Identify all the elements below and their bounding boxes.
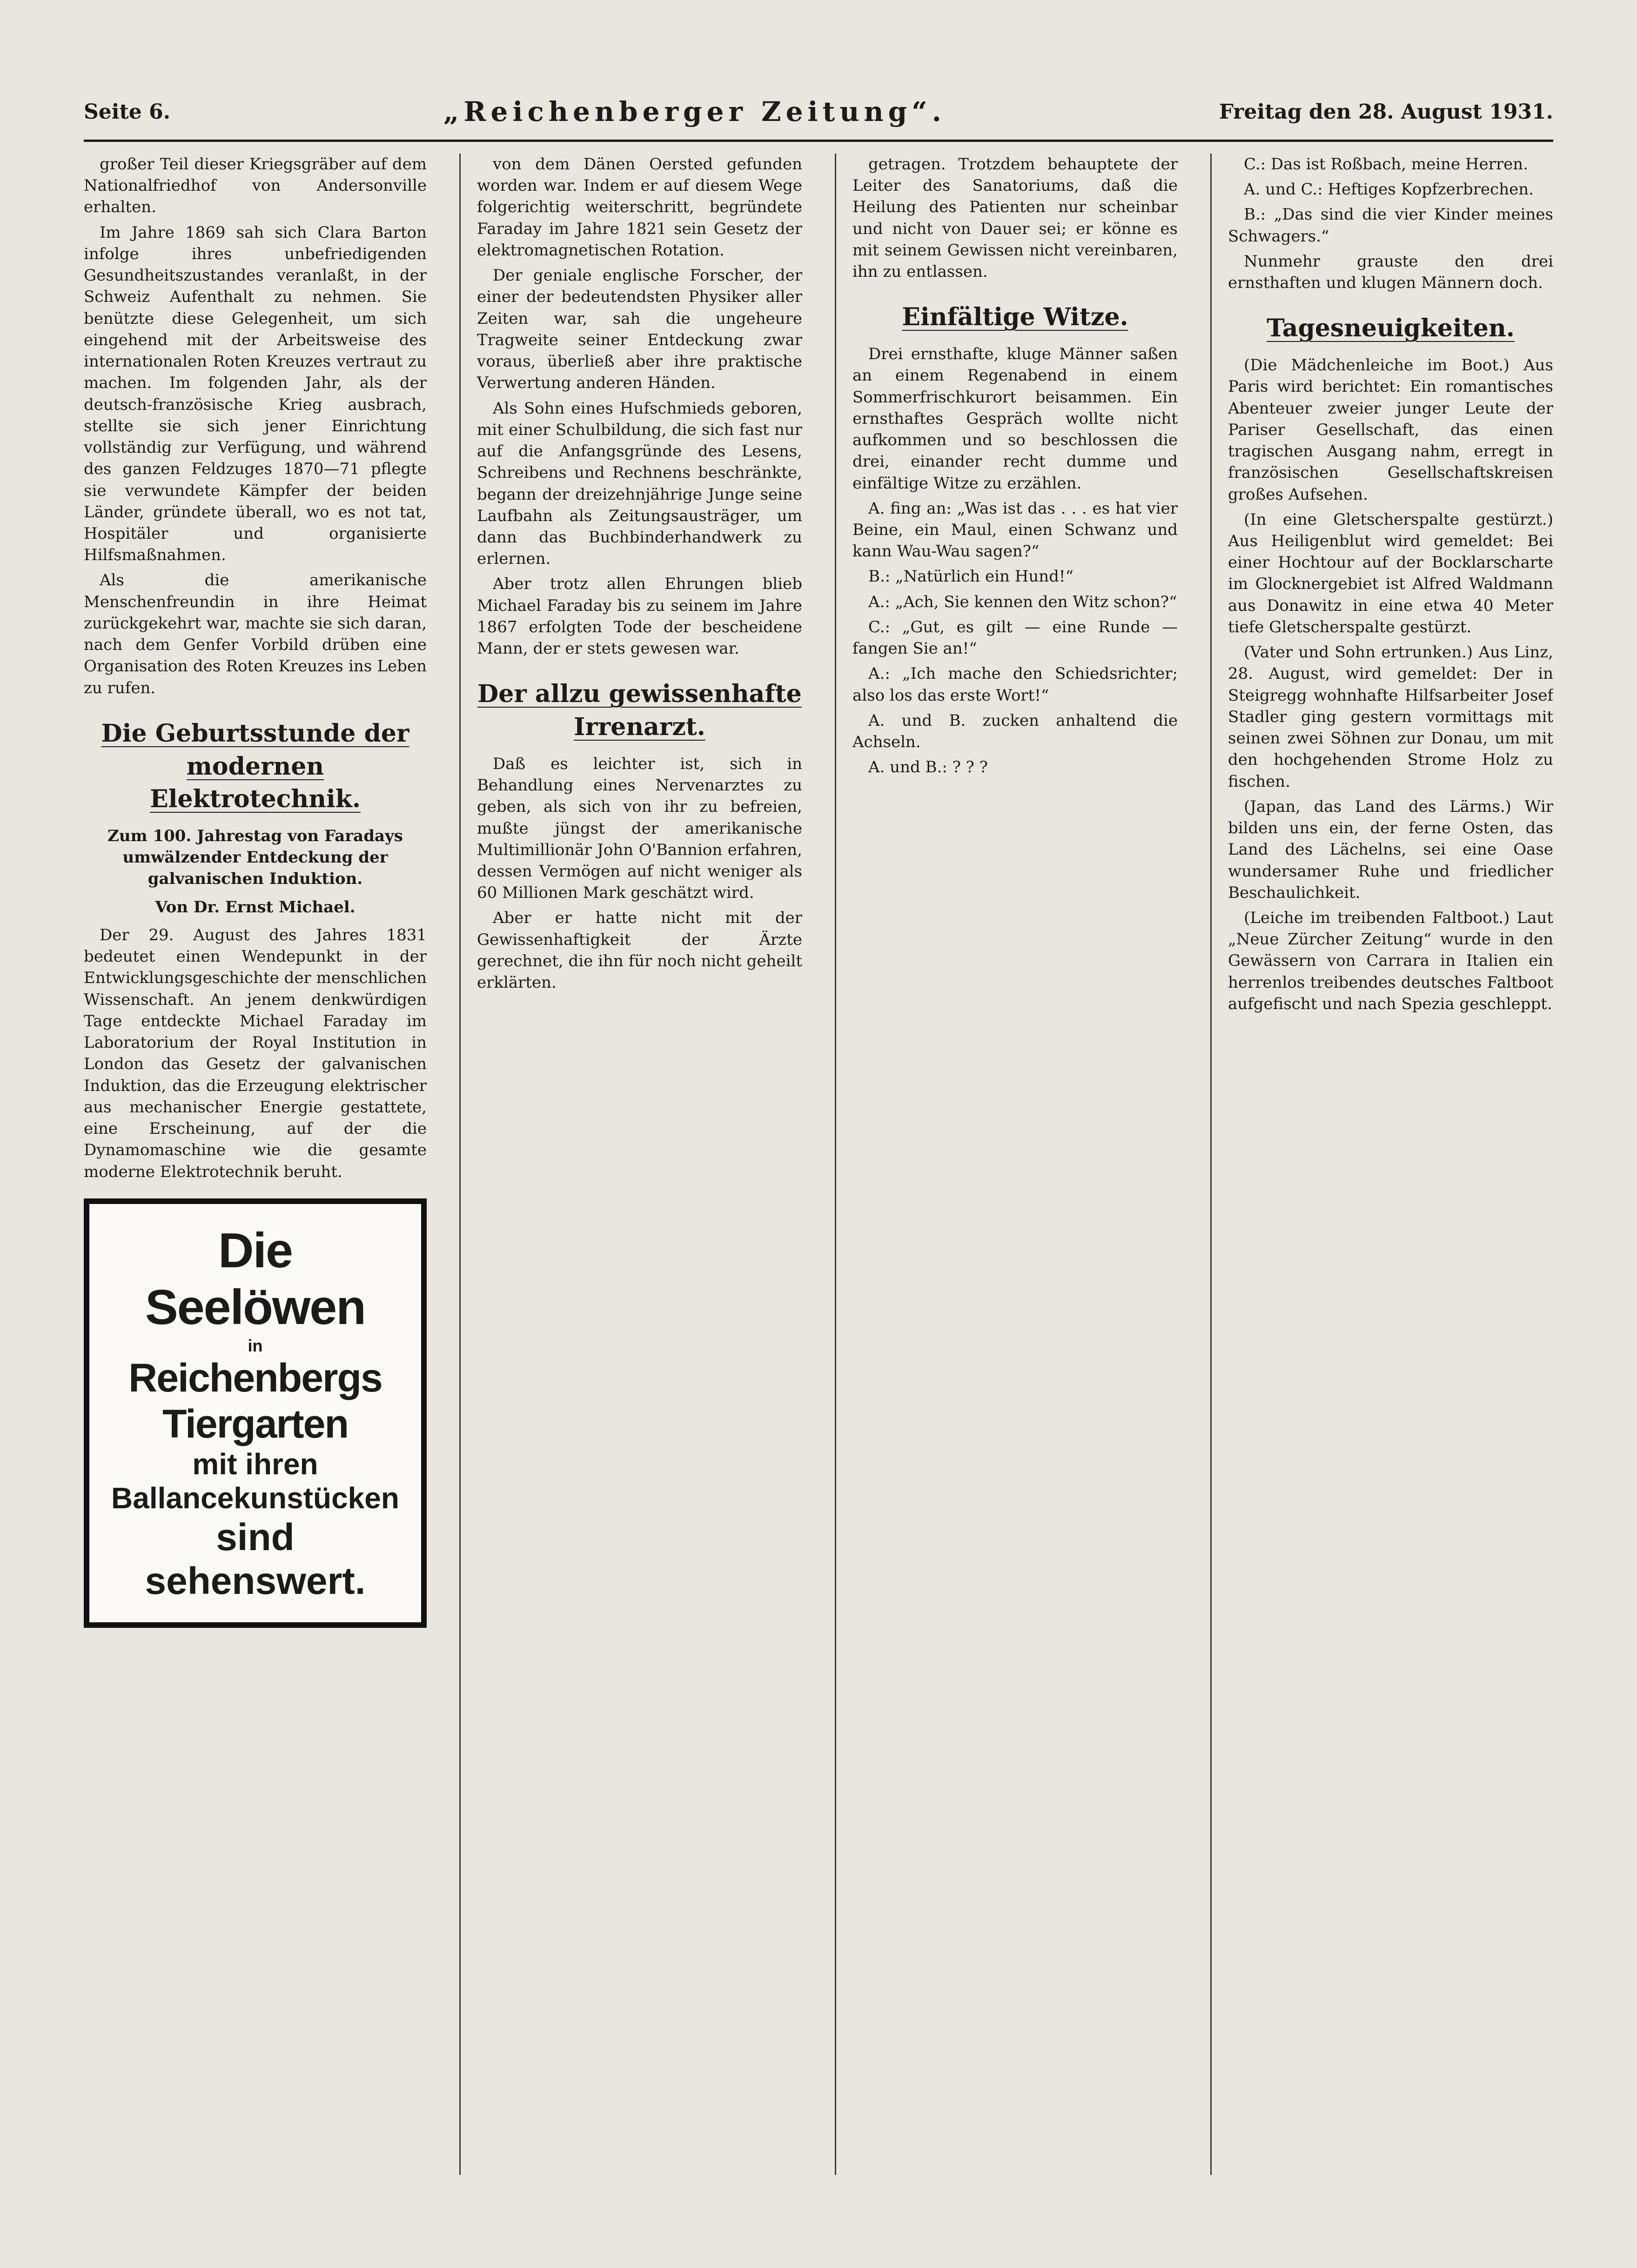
article-paragraph: A. und C.: Heftiges Kopfzerbrechen. <box>1244 180 1534 199</box>
article-paragraph: Daß es leichter ist, sich in Behandlung eines Nervenarztes zu geben, als sich von ihr zu befreien, mußte jüngst der amerikanische Multimillionär John O'Bannion erfahren, dessen Vermögen auf nicht weniger als 60 Millionen Mark geschätzt wird. <box>477 754 802 903</box>
article-paragraph: Im Jahre 1869 sah sich Clara Barton infolge ihres unbefriedigenden Gesundheitszustandes veranlaßt, in der Schweiz Aufenthalt zu nehmen. Sie benützte diese Gelegenheit, um sich eingehend mit der Arbeitsweise des internationalen Roten Kreuzes vertraut zu machen. Im folgenden Jahr, als der deutsch-französische Krieg ausbrach, stellte sie sich jener Einrichtung vollständig zur Verfügung, und während des ganzen Feldzuges 1870—71 pflegte sie verwundete Kämpfer der beiden Länder, gründete überall, wo es not tat, Hospitäler und organisierte Hilfsmaßnahmen. <box>84 223 427 565</box>
ad-line: sind sehenswert. <box>145 1516 366 1603</box>
news-item: (Japan, das Land des Lärms.) Wir bilden uns ein, der ferne Osten, das Land des Lächelns, sei eine Oase wundersamer Ruhe und friedlicher Beschaulichkeit. <box>1228 797 1553 902</box>
article-paragraph: Der geniale englische Forscher, der einer der bedeutendsten Physiker aller Zeiten war, sah die ungeheure Tragweite seiner Entdeckung zwar voraus, überließ aber ihre praktische Verwertung anderen Händen. <box>477 266 802 393</box>
ad-line: Reichenbergs Tiergarten <box>128 1355 382 1446</box>
article-paragraph: A. fing an: „Was ist das . . . es hat vier Beine, ein Maul, einen Schwanz und kann Wau-Wau sagen?“ <box>852 499 1178 561</box>
ad-line: in <box>248 1336 263 1355</box>
news-item: (Die Mädchenleiche im Boot.) Aus Paris wird berichtet: Ein romantisches Abenteuer zweier junger Leute der Pariser Gesellschaft, das einen tragischen Ausgang nahm, erregt in französischen Gesellschaftskreisen großes Aufsehen. <box>1228 356 1553 504</box>
column-2 <box>459 154 802 2175</box>
article-paragraph: Als die amerikanische Menschenfreundin in ihre Heimat zurückgekehrt war, machte sie sich daran, nach dem Genfer Vorbild drüben eine Organisation des Roten Kreuzes ins Leben zu rufen. <box>84 571 427 697</box>
article-paragraph: A.: „Ach, Sie kennen den Witz schon?“ <box>868 592 1177 611</box>
column-1 <box>84 154 427 2175</box>
newspaper-title: „Reichenberger Zeitung“. <box>443 96 946 127</box>
article-paragraph: Der 29. August des Jahres 1831 bedeutet einen Wendepunkt in der Entwicklungsgeschichte der menschlichen Wissenschaft. An jenem denkwürdigen Tage entdeckte Michael Faraday im Laboratorium der Royal Institution in London das Gesetz der galvanischen Induktion, das die Erzeugung elektrischer aus mechanischer Energie gestattete, eine Erscheinung, auf der die Dynamomaschine wie die gesamte moderne Elektrotechnik beruht. <box>84 925 427 1181</box>
issue-date: Freitag den 28. August 1931. <box>1219 100 1553 124</box>
article-paragraph: C.: „Gut, es gilt — eine Runde — fangen Sie an!“ <box>852 617 1178 658</box>
news-item: (In eine Gletscherspalte gestürzt.) Aus Heiligenblut wird gemeldet: Bei einer Hochtour auf der Bocklarscharte im Glocknergebiet ist Alfred Waldmann aus Donawitz in eine etwa 40 Meter tiefe Gletscherspalte gestürzt. <box>1228 510 1553 636</box>
page-number: Seite 6. <box>84 100 171 124</box>
article-paragraph: A. und B.: ? ? ? <box>868 758 988 777</box>
news-item: (Vater und Sohn ertrunken.) Aus Linz, 28. August, wird gemeldet: Der in Steigregg wohnhafte Hilfsarbeiter Josef Stadler ging gestern vormittags mit seinen zwei Söhnen zur Donau, um mit den hochgehenden Strome Holz zu fischen. <box>1228 643 1553 791</box>
page-columns <box>84 154 1553 2175</box>
column-3 <box>835 154 1178 2175</box>
article-paragraph: Nunmehr grauste den drei ernsthaften und klugen Männern doch. <box>1228 252 1553 293</box>
article-subheadline: Zum 100. Jahrestag von Faradays umwälzender Entdeckung der galvanischen Induktion. <box>107 827 403 889</box>
article-headline: Der allzu gewissenhafte Irrenarzt. <box>477 680 802 742</box>
section-headline: Tagesneuigkeiten. <box>1267 314 1515 343</box>
ad-line: Die Seelöwen <box>145 1223 365 1335</box>
article-paragraph: von dem Dänen Oersted gefunden worden war. Indem er auf diesem Wege folgerichtig weiterschritt, begründete Faraday im Jahre 1821 sein Gesetz der elektromagnetischen Rotation. <box>477 155 802 260</box>
article-headline: Einfältige Witze. <box>902 303 1128 332</box>
column-4 <box>1210 154 1553 2175</box>
article-paragraph: Drei ernsthafte, kluge Männer saßen an einem Regenabend in einem Sommerfrischkurort beisammen. Ein ernsthaftes Gespräch wollte nicht aufkommen und so beschlossen die drei, einander recht dumme und einfältige Witze zu erzählen. <box>852 345 1178 493</box>
article-paragraph: A.: „Ich mache den Schiedsrichter; also los das erste Wort!“ <box>852 664 1178 705</box>
article-headline: Die Geburtsstunde der modernen Elektrotechnik. <box>101 719 409 814</box>
article-paragraph: großer Teil dieser Kriegsgräber auf dem Nationalfriedhof von Andersonville erhalten. <box>84 155 427 217</box>
header-rule <box>84 140 1553 142</box>
page-header <box>84 84 1553 140</box>
advertisement <box>84 1198 427 1628</box>
article-paragraph: B.: „Das sind die vier Kinder meines Schwagers.“ <box>1228 205 1553 246</box>
article-paragraph: Aber er hatte nicht mit der Gewissenhaftigkeit der Ärzte gerechnet, die ihn für noch nicht geheilt erklärten. <box>477 909 802 992</box>
article-byline: Von Dr. Ernst Michael. <box>155 897 356 917</box>
article-paragraph: Als Sohn eines Hufschmieds geboren, mit einer Schulbildung, die sich fast nur auf die Anfangsgründe des Lesens, Schreibens und Rechnens beschränkte, begann der dreizehnjährige Junge seine Laufbahn als Zeitungsausträger, um dann das Buchbinderhandwerk zu erlernen. <box>477 399 802 569</box>
news-item: (Leiche im treibenden Faltboot.) Laut „Neue Zürcher Zeitung“ wurde in den Gewässern von Carrara in Italien ein herrenlos treibendes deutsches Faltboot aufgefischt und nach Spezia geschleppt. <box>1228 908 1553 1013</box>
ad-line: mit ihren Ballancekunstücken <box>111 1447 399 1515</box>
article-paragraph: getragen. Trotzdem behauptete der Leiter des Sanatoriums, daß die Heilung des Patienten nur scheinbar und nicht von Dauer sei; er könne es mit seinem Gewissen nicht vereinbaren, ihn zu entlassen. <box>852 155 1178 281</box>
article-paragraph: A. und B. zucken anhaltend die Achseln. <box>852 711 1178 752</box>
article-paragraph: C.: Das ist Roßbach, meine Herren. <box>1244 155 1528 174</box>
article-paragraph: Aber trotz allen Ehrungen blieb Michael Faraday bis zu seinem im Jahre 1867 erfolgten Tode der bescheidene Mann, der er stets gewesen war. <box>477 575 802 658</box>
article-paragraph: B.: „Natürlich ein Hund!“ <box>868 567 1073 586</box>
